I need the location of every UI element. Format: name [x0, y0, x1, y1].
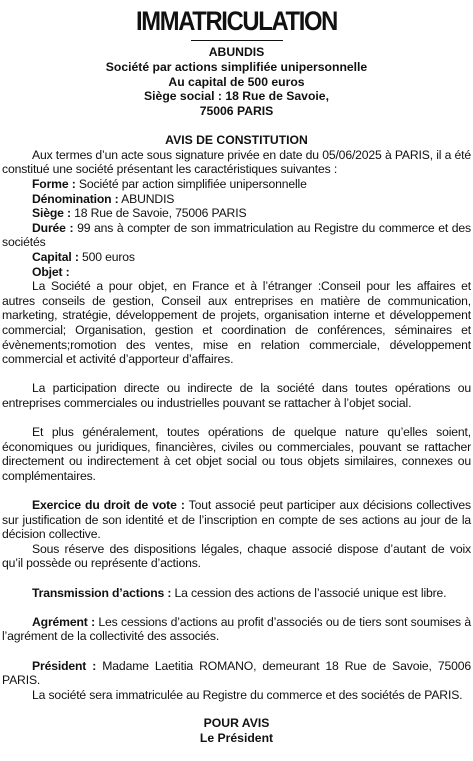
denomination-value: ABUNDIS	[118, 191, 175, 206]
transmission-paragraph	[2, 586, 471, 601]
capital-value: 500 euros	[78, 249, 135, 264]
duree-value: 99 ans à compter de son immatriculation au Registre du commerce et des sociétés	[2, 220, 471, 250]
siege-label: Siège :	[32, 206, 71, 221]
signature-pour-avis: POUR AVIS	[203, 716, 270, 731]
section-heading: AVIS DE CONSTITUTION	[165, 132, 308, 147]
company-name: ABUNDIS	[208, 45, 265, 59]
objet-paragraph: La Société a pour objet, en France et à l’étranger :Conseil pour les affaires et autres conseils de gestion, Conseil aux entreprises en matière de communication, marketing, stratégie, développement de projets, organisation interne et développement commercial; Organisation, gestion et coordination de conférences, séminaires et évènements;romotion des ventes, mise en relation commerciale, développement commercial et activité d’apporteur d’affaires.	[2, 279, 471, 367]
signature-president: Le Président	[199, 731, 274, 746]
company-type: Société par actions simplifiée unipersonnelle	[105, 59, 368, 74]
vote-label: Exercice du droit de vote :	[32, 498, 185, 513]
title-divider	[191, 40, 283, 41]
denomination-label: Dénomination :	[32, 191, 119, 206]
capital-label: Capital :	[32, 249, 79, 264]
company-city: 75006 PARIS	[199, 104, 274, 119]
agrement-value: Les cessions d’actions au profit d’associés ou de tiers sont soumises à l’agrément de la collectivité des associés.	[2, 614, 471, 644]
transmission-label: Transmission d’actions :	[32, 585, 172, 600]
forme-line	[2, 177, 471, 192]
duree-line	[2, 221, 471, 250]
company-siege: Siège social : 18 Rue de Savoie,	[144, 89, 329, 104]
generalement-paragraph: Et plus généralement, toutes opérations de quelque nature qu’elles soient, économiques ou juridiques, financières, civiles ou commerciales, pouvant se rattacher directement ou indirectement à cet objet social ou tous objets similaires, connexes ou complémentaires.	[2, 425, 471, 483]
immatriculation-paragraph: La société sera immatriculée au Registre du commerce et des sociétés de PARIS.	[32, 687, 463, 702]
signature-block	[2, 716, 471, 746]
president-label: Président :	[32, 658, 97, 673]
vote-reserve-paragraph: Sous réserve des dispositions légales, chaque associé dispose d’autant de voix qu’il possède ou représente d’actions.	[2, 541, 471, 571]
siege-value: 18 Rue de Savoie, 75006 PARIS	[70, 206, 247, 221]
company-capital: Au capital de 500 euros	[168, 74, 305, 89]
intro-paragraph: Aux termes d’un acte sous signature privée en date du 05/06/2025 à PARIS, il a été constitué une société présentant les caractéristiques suivantes :	[2, 147, 471, 177]
president-paragraph	[2, 659, 471, 688]
forme-value: Société par action simplifiée unipersonnelle	[75, 176, 307, 191]
objet-line	[2, 265, 471, 280]
objet-label: Objet :	[32, 264, 70, 279]
duree-label: Durée :	[32, 220, 74, 235]
capital-line	[2, 250, 471, 265]
denomination-line	[2, 192, 471, 207]
transmission-value: La cession des actions de l’associé unique est libre.	[171, 585, 447, 600]
president-value: Madame Laetitia ROMANO, demeurant 18 Rue de Savoie, 75006 PARIS.	[2, 658, 471, 688]
participation-paragraph: La participation directe ou indirecte de la société dans toutes opérations ou entreprises commerciales ou industrielles pouvant se rattacher à l’objet social.	[2, 381, 471, 410]
agrement-label: Agrément :	[32, 614, 95, 629]
vote-paragraph	[2, 498, 471, 542]
notice-title: IMMATRICULATION	[135, 6, 338, 36]
siege-line	[2, 206, 471, 221]
agrement-paragraph	[2, 615, 471, 644]
vote-value: Tout associé peut participer aux décisions collectives sur justification de son identité et de l’inscription en compte de ses actions au jour de la décision collective.	[2, 498, 471, 542]
forme-label: Forme :	[32, 176, 76, 191]
